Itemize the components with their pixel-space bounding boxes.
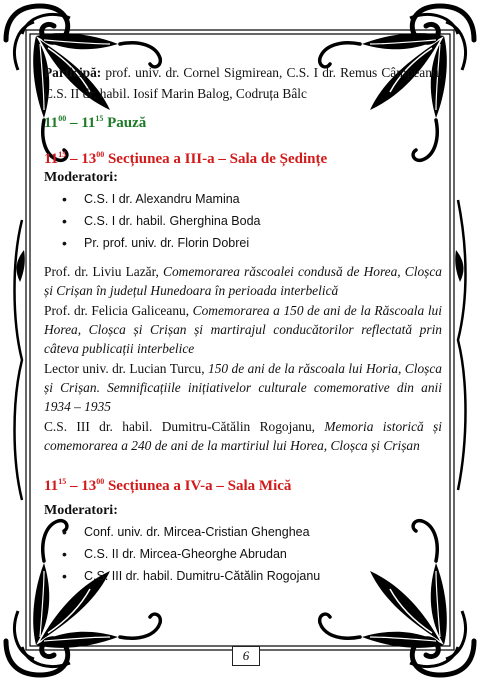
section3-moderators-label: Moderatori: [44, 170, 118, 185]
moderator-item: • C.S. I dr. habil. Gherghina Boda [62, 210, 442, 232]
talk-title: 150 de ani de la răscoala lui Horia, Cloșca și Crișan. Semnificațiile inițiativelor culturale comemorative din anii 1934 – 1935 [44, 361, 442, 414]
participants-paragraph [44, 62, 442, 104]
section3-title: Secțiunea a III-a – Sala de Ședințe [107, 151, 328, 167]
page-content [44, 58, 442, 587]
section3-end-hour: 13 [81, 151, 97, 167]
section4-title: Secțiunea a IV-a – Sala Mică [107, 478, 292, 494]
section3-heading: $11^{15} - 13^{00}$ Secțiunea a III-a – Sala de Ședințe [44, 150, 328, 167]
page-number: 6 [232, 646, 260, 666]
section3-moderators-list [44, 188, 442, 254]
moderator-item: • Conf. univ. dr. Mircea-Cristian Ghenghea [62, 521, 442, 543]
section4-start-min: 15 [58, 477, 67, 486]
talk-title: Memoria istorică și comemorarea a 240 de ani de la martiriul lui Horea, Cloșca și Crișan [44, 419, 442, 453]
section4-moderators-list [44, 521, 442, 587]
pause-title: Pauză [107, 115, 147, 131]
talk-author: Lector univ. dr. Lucian Turcu, [44, 361, 205, 376]
moderator-item: • C.S. II dr. Mircea-Gheorghe Abrudan [62, 543, 442, 565]
moderator-item: • Pr. prof. univ. dr. Florin Dobrei [62, 232, 442, 254]
participants-label: Participă: [44, 65, 102, 80]
section3-start-hour: 11 [44, 151, 59, 167]
pause-heading: $11^{00} - 11^{15}$ Pauză [44, 114, 147, 131]
talk-title: Comemorarea răscoalei condusă de Horea, Cloșca și Crișan în județul Hunedoara în perioada interbelică [44, 264, 442, 298]
talk-item [44, 359, 442, 416]
talk-title: Comemorarea a 150 de ani de la Răscoala lui Horea, Cloșca și Crișan și martirajul conducătorilor reflectată prin câteva publicații interbelice [44, 303, 442, 356]
talk-author: Prof. dr. Liviu Lazăr, [44, 264, 159, 279]
talk-author: C.S. III dr. habil. Dumitru-Cătălin Rogojanu, [44, 419, 315, 434]
pause-end-min: 15 [95, 114, 104, 123]
moderator-item: • C.S. III dr. habil. Dumitru-Cătălin Rogojanu [62, 565, 442, 587]
participants-text: prof. univ. dr. Cornel Sigmirean, C.S. I dr. Remus Câmpeanu, C.S. II dr. habil. Iosif Marin Balog, Codruța Bâlc [44, 65, 442, 101]
section3-start-min: 15 [58, 150, 67, 159]
talk-item [44, 417, 442, 455]
moderator-item: • C.S. I dr. Alexandru Mamina [62, 188, 442, 210]
section4-end-min: 00 [96, 477, 105, 486]
pause-start-hour: 11 [44, 115, 59, 131]
section4-moderators-label: Moderatori: [44, 503, 118, 518]
talk-item [44, 262, 442, 300]
pause-start-min: 00 [58, 114, 67, 123]
talk-author: Prof. dr. Felicia Galiceanu, [44, 303, 190, 318]
section4-end-hour: 13 [81, 478, 97, 494]
section3-talks [44, 262, 442, 455]
section3-end-min: 00 [96, 150, 105, 159]
talk-item [44, 301, 442, 358]
section4-heading: $11^{15} - 13^{00}$ Secțiunea a IV-a – Sala Mică [44, 477, 292, 494]
section4-start-hour: 11 [44, 478, 59, 494]
pause-end-hour: 11 [81, 115, 96, 131]
